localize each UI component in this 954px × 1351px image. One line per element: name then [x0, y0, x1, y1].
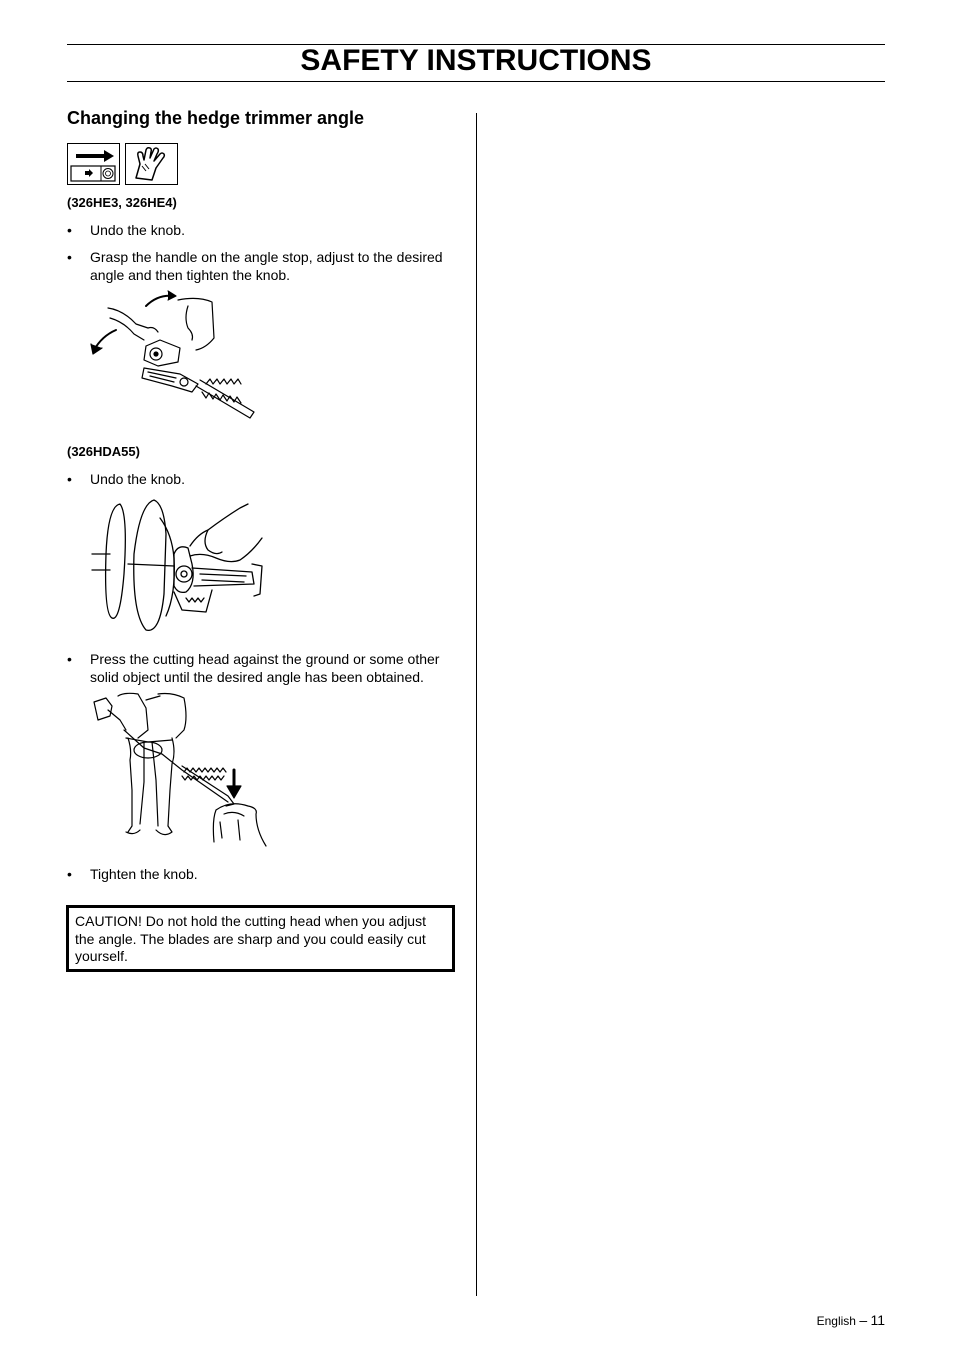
- list-item: [67, 651, 462, 686]
- caution-box: CAUTION! Do not hold the cutting head when you adjust the angle. The blades are sharp and you could easily cut yourself.: [66, 905, 455, 972]
- page-title: SAFETY INSTRUCTIONS: [300, 44, 652, 77]
- step-text: Tighten the knob.: [90, 866, 198, 882]
- step-text: Undo the knob.: [90, 471, 185, 487]
- footer-dash: –: [859, 1312, 868, 1328]
- read-manual-icon: [67, 143, 120, 185]
- list-item: [67, 866, 462, 884]
- bullet-marker: •: [67, 249, 72, 265]
- bullet-marker: •: [67, 471, 72, 487]
- model-label-hda: (326HDA55): [67, 444, 140, 459]
- footer-language: English: [816, 1314, 856, 1328]
- model-label-he: (326HE3, 326HE4): [67, 195, 177, 210]
- header-bottom-rule: [67, 81, 885, 82]
- bullet-marker: •: [67, 651, 72, 667]
- section-heading: Changing the hedge trimmer angle: [67, 108, 365, 128]
- step-text: Undo the knob.: [90, 222, 185, 238]
- column-divider: [476, 113, 477, 1296]
- step-text: Grasp the handle on the angle stop, adjust to the desired angle and then tighten the knob.: [90, 249, 443, 283]
- press-cutting-head-illustration: [88, 690, 273, 850]
- angle-adjust-illustration: [88, 288, 263, 428]
- knob-undo-illustration: [90, 494, 270, 634]
- list-item: [67, 249, 462, 284]
- bullet-marker: •: [67, 222, 72, 238]
- step-text: Press the cutting head against the ground or some other solid object until the desired angle has been obtained.: [90, 651, 440, 685]
- page-number: 11: [870, 1312, 885, 1328]
- bullet-marker: •: [67, 866, 72, 882]
- protective-glove-icon: [125, 143, 178, 185]
- list-item: [67, 471, 462, 489]
- list-item: [67, 222, 462, 240]
- page-footer: [817, 1312, 885, 1328]
